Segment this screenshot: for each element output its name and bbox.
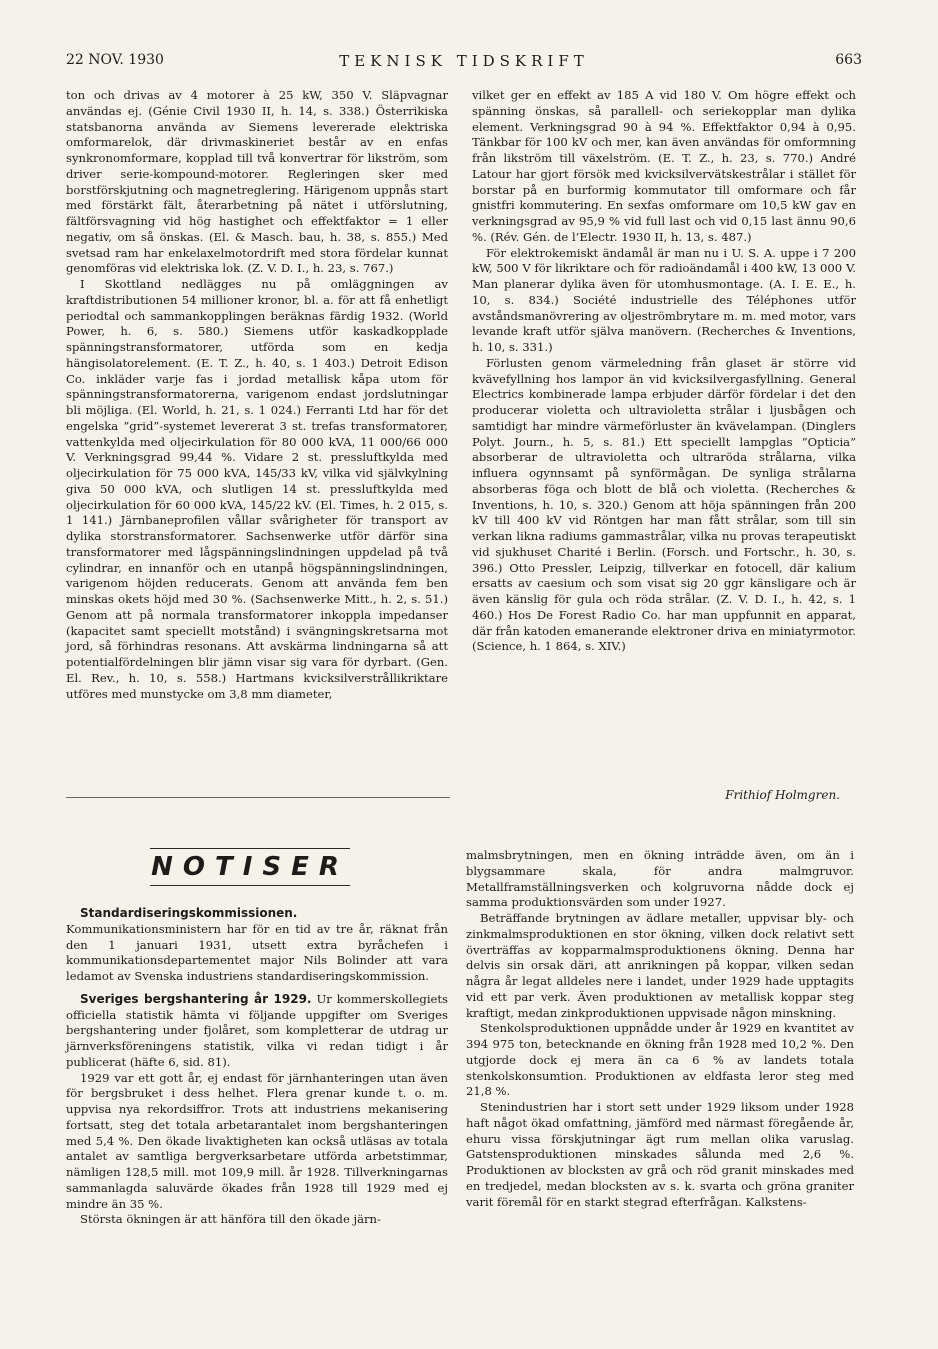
journal-title: TEKNISK TIDSKRIFT [339, 52, 589, 70]
news-item [66, 992, 448, 1071]
column-left-bottom [66, 906, 448, 1228]
news-item-title: Standardiseringskommissionen. [80, 906, 298, 920]
paragraph: ton och drivas av 4 motorer à 25 kW, 350 V. Släpvagnar användas ej. (Génie Civil 1930 II, h. 14, s. 338.) Österrikiska statsbanorna använda av Siemens levererade elektriska omformarelok, där drivmaskineriet består av en enfas synkronomformare, kopplad till två konvertrar för likström, som driver serie-kompound-motorer. Regleringen sker med borstförskjutning och magnetreglering. Härigenom uppnås start med förstärkt fält, återarbetning på nätet i utförslutning, fältförsvagning vid hög hastighet och effektfaktor = 1 eller negativ, om så önskas. (El. & Masch. bau, h. 38, s. 855.) Med svetsad ram har enkelaxelmotordrift med stora fördelar kunnat genomföras vid elektriska lok. (Z. V. D. I., h. 23, s. 767.) [66, 88, 448, 276]
page-number: 663 [835, 52, 862, 68]
paragraph: malmsbrytningen, men en ökning inträdde även, om än i blygsammare skala, för andra malmgruvor. Metallframställningsverken och kolgruvorna nådde dock ej samma produktionsvärden som under 1927. [466, 848, 854, 910]
paragraph: vilket ger en effekt av 185 A vid 180 V. Om högre effekt och spänning önskas, så parallell- och seriekopplar man dylika element. Verkningsgrad 90 à 94 %. Effektfaktor 0,94 à 0,95. Tänkbar för 100 kV och mer, kan även användas för omformning från likström till växelström. (E. T. Z., h. 23, s. 770.) André Latour har gjort försök med kvicksilvervätskestrålar i stället för borstar på en burformig kommutator till omformare och får gnistfri kommutering. En sexfas omformare om 10,5 kW gav en verkningsgrad av 95,9 % vid full last och vid 0,15 last ännu 90,6 %. (Rév. Gén. de l’Electr. 1930 II, h. 13, s. 487.) [472, 88, 856, 244]
section-heading: NOTISER [150, 848, 350, 886]
paragraph: Förlusten genom värmeledning från glaset är större vid kvävefyllning hos lampor än vid kvicksilvergasfyllning. General Electrics kombinerade lampa erbjuder därför fördelar i det den producerar violetta och ultravioletta strålar i ljusbågen och samtidigt har mindre värmeförluster än kvävelampan. (Dinglers Polyt. Journ., h. 5, s. 81.) Ett speciellt lampglas ”Opticia” absorberar de ultravioletta och ultraröda strålarna, vilka influera ogynnsamt på synförmågan. De synliga strålarna absorberas föga och blott de blå och violetta. (Recherches & Inventions, h. 10, s. 320.) Genom att höja spänningen från 200 kV till 400 kV vid Röntgen har man fått strålar, som till sin verkan likna radiums gammastrålar, vilka nu provas terapeutiskt vid sjukhuset Charité i Berlin. (Forsch. und Fortschr., h. 30, s. 396.) Otto Pressler, Leipzig, tillverkar en fotocell, där kalium ersatts av caesium och som visat sig 20 ggr känsligare och är även känslig för gula och röda strålar. (Z. V. D. I., h. 42, s. 1 460.) Hos De Forest Radio Co. har man uppfunnit en apparat, där från katoden emanerande elektroner driva en miniatyrmotor. (Science, h. 1 864, s. XIV.) [472, 355, 856, 654]
paragraph: Beträffande brytningen av ädlare metaller, uppvisar bly- och zinkmalmsproduktionen en stor ökning, vilken dock relativt sett överträffas av kopparmalmsproduktionens ökning. Denna har delvis sin orsak däri, att anrikningen på koppar, vilken sedan några år legat alldeles nere i landet, under 1929 hade upptagits vid ett par verk. Även produktionen av metallisk koppar steg kraftigt, medan zinkproduktionen uppvisade någon minskning. [466, 911, 854, 1020]
paragraph: Största ökningen är att hänföra till den ökade järn- [80, 1212, 381, 1227]
news-item-text: Kommunikationsministern har för en tid av tre år, räknat från den 1 januari 1931, utsett extra byråchefen i kommunikationsdepartementet major Nils Bolinder att vara ledamot av Svenska industriens standardiseringskommission. [66, 921, 448, 983]
news-item-text: Ur kommerskollegiets officiella statistik hämta vi följande uppgifter om Sveriges bergshantering under fjolåret, som kompletterar de utdrag ur järnverksföreningens statistik, vilka vi redan tidigt i år publicerat (häfte 6, sid. 81). [66, 991, 448, 1069]
issue-date: 22 NOV. 1930 [66, 52, 164, 68]
paragraph: 1929 var ett gott år, ej endast för järnhanteringen utan även för bergsbruket i dess helhet. Flera grenar kunde t. o. m. uppvisa nya rekordsiffror. Trots att industriens mekanisering fortsatt, steg det totala arbetarantalet inom bergshanteringen med 5,4 %. Den ökade livaktigheten kan också utläsas av totala antalet av samtliga bergverksarbetare utförda arbetstimmar, nämligen 128,5 mill. mot 109,9 mill. år 1928. Tillverkningarnas sammanlagda saluvärde ökades från 1928 till 1929 med ej mindre än 35 %. [66, 1070, 448, 1211]
news-item [66, 906, 448, 985]
paragraph: Stenindustrien har i stort sett under 1929 liksom under 1928 haft något ökad omfattning, jämförd med närmast föregående år, ehuru vissa förskjutningar ägt rum mellan olika varuslag. Gatstensproduktionen minskades sålunda med 2,6 %. Produktionen av blocksten av grå och röd granit minskades med en tredjedel, medan blocksten av s. k. svarta och gröna graniter varit föremål för en starkt stegrad efterfrågan. Kalkstens- [466, 1100, 854, 1209]
page-header [66, 52, 862, 76]
column-right-top [472, 88, 856, 655]
column-right-bottom [466, 848, 854, 1210]
paragraph: För elektrokemiskt ändamål är man nu i U. S. A. uppe i 7 200 kW, 500 V för likriktare och för radioändamål i 400 kW, 13 000 V. Man planerar dylika även för utomhusmontage. (A. I. E. E., h. 10, s. 834.) Société industrielle des Téléphones utför avståndsmanövrering av oljeströmbrytare m. m. med motor, vars levande kraft utför själva manövern. (Recherches & Inventions, h. 10, s. 331.) [472, 245, 856, 354]
section-divider [66, 797, 450, 798]
column-left-top [66, 88, 448, 702]
paragraph: Stenkolsproduktionen uppnådde under år 1929 en kvantitet av 394 975 ton, betecknande en ökning från 1928 med 10,2 %. Den utgjorde dock ej mera än ca 6 % av landets totala stenkolskonsumtion. Produktionen av eldfasta leror steg med 21,8 %. [466, 1021, 854, 1099]
author-signature: Frithiof Holmgren. [725, 788, 840, 802]
paragraph: I Skottland nedlägges nu på omläggningen av kraftdistributionen 54 millioner kronor, bl. a. för att få enhetligt periodtal och sammankopplingen beräknas färdig 1932. (World Power, h. 6, s. 580.) Siemens utför kaskadkopplade spänningstransformatorer, utförda som en kedja hängisolatorelement. (E. T. Z., h. 40, s. 1 403.) Detroit Edison Co. inkläder varje fas i jordad metallisk kåpa utom för spänningstransformatorerna, varigenom endast jordslutningar bli möjliga. (El. World, h. 21, s. 1 024.) Ferranti Ltd har för det engelska ”grid”-systemet levererat 3 st. trefas transformatorer, vattenkylda med oljecirkulation för 80 000 kVA, 11 000/66 000 V. Verkningsgrad 99,44 %. Vidare 2 st. pressluftkylda med oljecirkulation för 75 000 kVA, 145/33 kV, vilka vid självkylning giva 50 000 kVA, och slutligen 14 st. pressluftkylda med oljecirkulation för 60 000 kVA, 145/22 kV. (El. Times, h. 2 015, s. 1 141.) Järnbaneprofilen vållar svårigheter för transport av dylika storstransformatorer. Sachsenwerke utför därför sina transformatorer med lågspänningslindningen uppdelad på två cylindrar, en innanför och en utanpå högspänningslindningen, varigenom höjden reducerats. Genom att använda fem ben minskas okets höjd med 30 %. (Sachsenwerke Mitt., h. 2, s. 51.) Genom att på normala transformatorer inkoppla impedanser (kapacitet samt speciellt motstånd) i svängningskretsarna mot jord, så förhindras resonans. Att avskärma lindningarna så att potentialfördelningen blir jämn visar sig vara för dyrbart. (Gen. El. Rev., h. 10, s. 558.) Hartmans kvicksilverstrållikriktare utföres med munstycke om 3,8 mm diameter, [66, 277, 448, 701]
news-item-title: Sveriges bergshantering år 1929. [80, 991, 312, 1006]
